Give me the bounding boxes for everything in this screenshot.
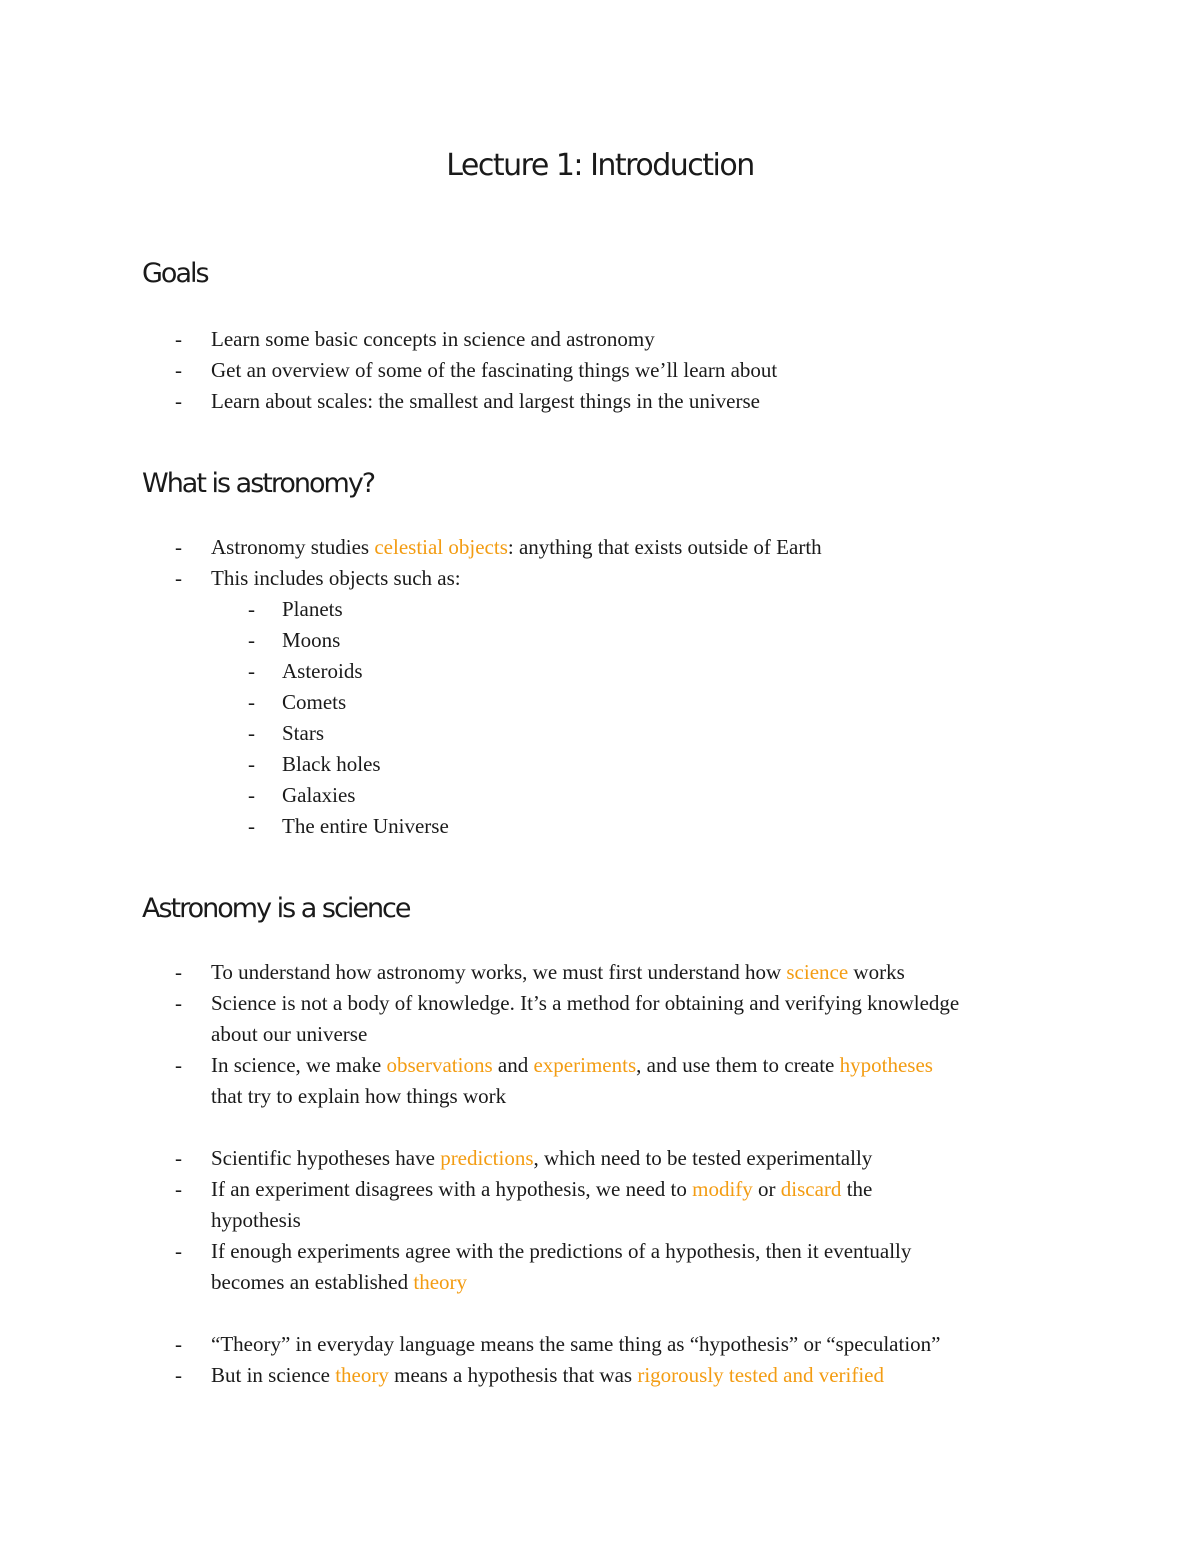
- science-point: But in science theory means a hypothesis that was rigorously tested and verified: [211, 1363, 885, 1387]
- includes-line: This includes objects such as:: [211, 566, 461, 590]
- science-point-continued: hypothesis: [211, 1208, 301, 1232]
- object-item: Stars: [282, 721, 324, 745]
- goal-item: Learn about scales: the smallest and largest things in the universe: [211, 389, 760, 413]
- astronomy-definition: Astronomy studies celestial objects: anything that exists outside of Earth: [211, 535, 822, 559]
- science-point: “Theory” in everyday language means the same thing as “hypothesis” or “speculation”: [211, 1332, 941, 1356]
- goal-item: Get an overview of some of the fascinating things we’ll learn about: [211, 358, 778, 382]
- object-item: Moons: [282, 628, 341, 652]
- highlight-term: observations: [386, 1053, 493, 1077]
- object-item: The entire Universe: [282, 814, 449, 838]
- bullet-dash: -: [175, 1146, 182, 1170]
- highlight-term: theory: [335, 1363, 389, 1387]
- science-point: If an experiment disagrees with a hypothesis, we need to modify or discard the: [211, 1177, 873, 1201]
- science-point-continued: that try to explain how things work: [211, 1084, 507, 1108]
- page-title: Lecture 1: Introduction: [446, 148, 754, 183]
- bullet-dash: -: [175, 960, 182, 984]
- object-item: Planets: [282, 597, 343, 621]
- sub-bullet-dash: -: [248, 659, 255, 683]
- science-point-continued: becomes an established theory: [211, 1270, 468, 1294]
- bullet-dash: -: [175, 358, 182, 382]
- science-point: To understand how astronomy works, we must first understand how science works: [211, 960, 905, 984]
- object-item: Asteroids: [282, 659, 363, 683]
- highlight-term: science: [786, 960, 849, 984]
- sub-bullet-dash: -: [248, 597, 255, 621]
- bullet-dash: -: [175, 389, 182, 413]
- bullet-dash: -: [175, 1239, 182, 1263]
- science-point: Science is not a body of knowledge. It’s a method for obtaining and verifying knowledge: [211, 991, 960, 1015]
- object-item: Comets: [282, 690, 347, 714]
- bullet-dash: -: [175, 1363, 182, 1387]
- bullet-dash: -: [175, 1332, 182, 1356]
- bullet-dash: -: [175, 991, 182, 1015]
- sub-bullet-dash: -: [248, 690, 255, 714]
- bullet-dash: -: [175, 535, 182, 559]
- bullet-dash: -: [175, 566, 182, 590]
- science-point: In science, we make observations and experiments, and use them to create hypotheses: [211, 1053, 933, 1077]
- object-item: Galaxies: [282, 783, 356, 807]
- sub-bullet-dash: -: [248, 814, 255, 838]
- what-is-astronomy-heading: What is astronomy?: [142, 468, 375, 499]
- highlight-term: celestial objects: [374, 535, 508, 559]
- highlight-term: rigorously tested and verified: [637, 1363, 885, 1387]
- sub-bullet-dash: -: [248, 752, 255, 776]
- sub-bullet-dash: -: [248, 783, 255, 807]
- science-point: If enough experiments agree with the predictions of a hypothesis, then it eventually: [211, 1239, 912, 1263]
- bullet-dash: -: [175, 1177, 182, 1201]
- sub-bullet-dash: -: [248, 628, 255, 652]
- science-point-continued: about our universe: [211, 1022, 368, 1046]
- object-item: Black holes: [282, 752, 381, 776]
- bullet-dash: -: [175, 1053, 182, 1077]
- highlight-term: hypotheses: [839, 1053, 933, 1077]
- sub-bullet-dash: -: [248, 721, 255, 745]
- science-heading: Astronomy is a science: [142, 893, 410, 924]
- goals-heading: Goals: [142, 258, 208, 289]
- highlight-term: modify: [692, 1177, 753, 1201]
- science-point: Scientific hypotheses have predictions, which need to be tested experimentally: [211, 1146, 873, 1170]
- goal-item: Learn some basic concepts in science and astronomy: [211, 327, 655, 351]
- highlight-term: discard: [780, 1177, 842, 1201]
- highlight-term: experiments: [533, 1053, 637, 1077]
- highlight-term: predictions: [440, 1146, 534, 1170]
- highlight-term: theory: [413, 1270, 468, 1294]
- bullet-dash: -: [175, 327, 182, 351]
